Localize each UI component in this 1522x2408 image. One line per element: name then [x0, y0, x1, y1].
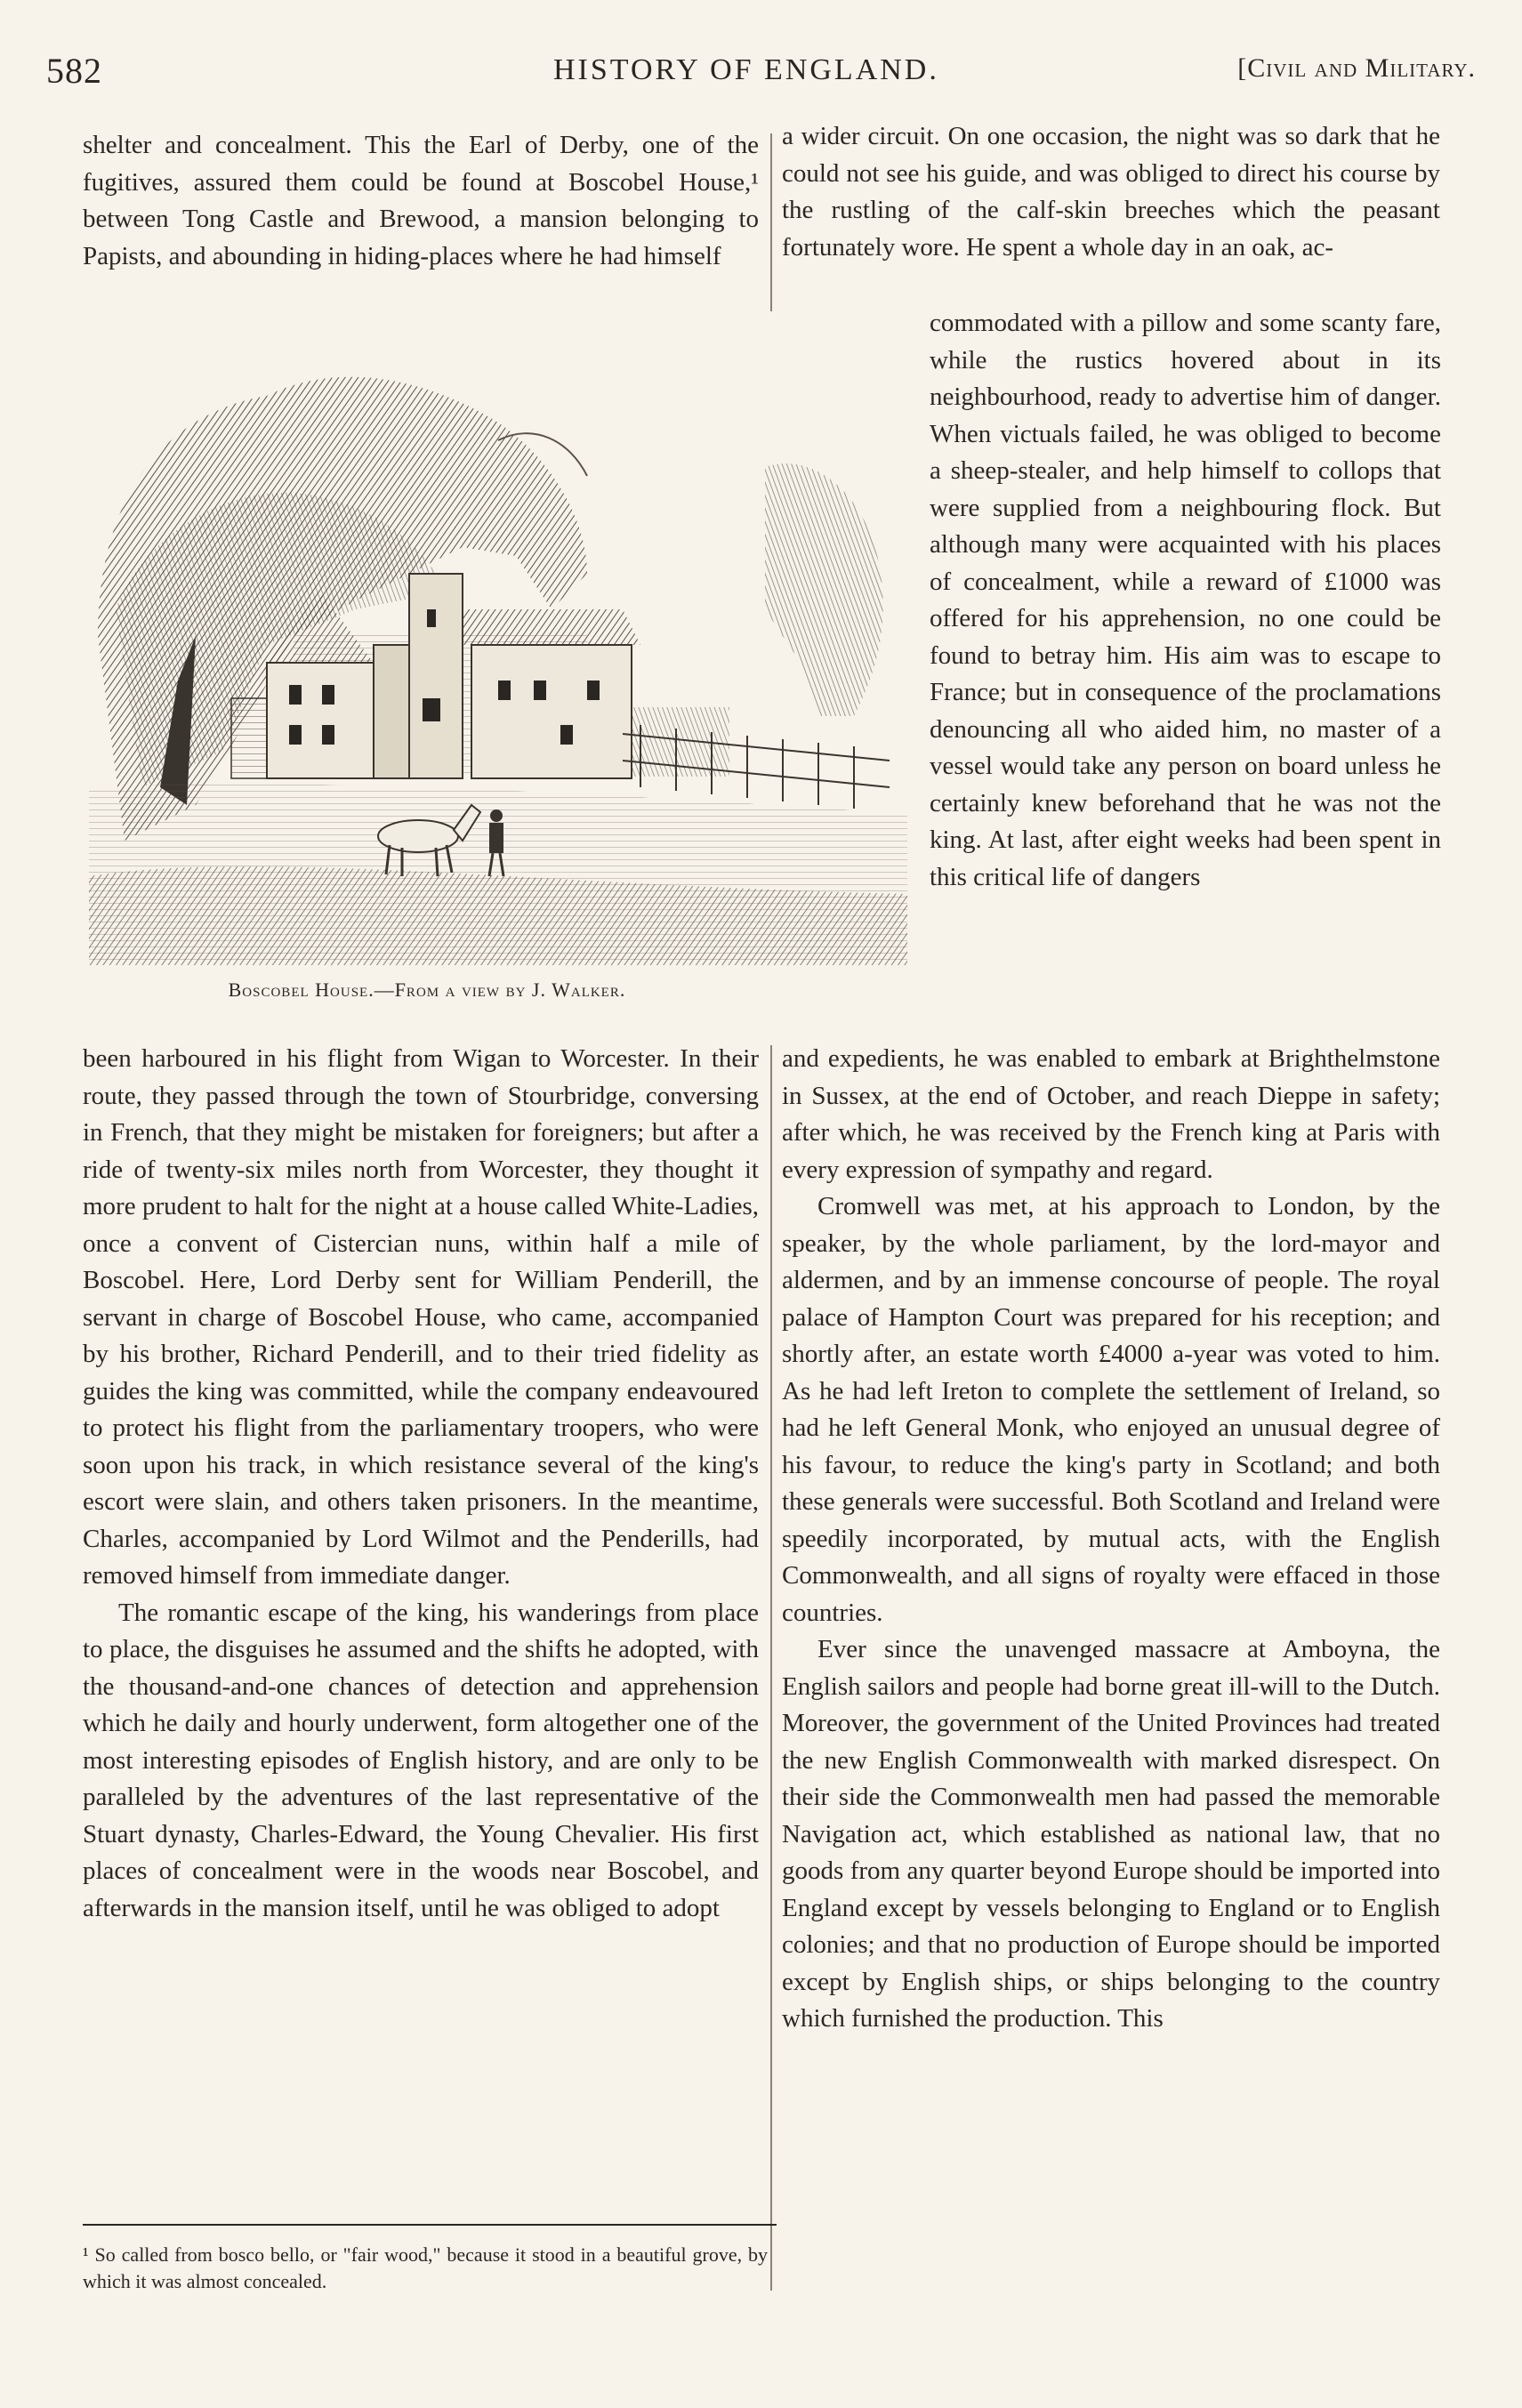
- figure-caption: Boscobel House.—From a view by J. Walker.: [228, 979, 626, 1001]
- column-divider: [770, 133, 772, 311]
- right-column-body: [782, 1041, 1440, 2038]
- paragraph-shelter: shelter and concealment. This the Earl of Derby, one of the fugitives, assured them could be found at Boscobel House,¹ between Tong Castle and Brewood, a mansion belonging to Papists, and abounding in hiding-places where he had himself: [83, 131, 759, 270]
- right-column-wrapped: [930, 305, 1441, 896]
- left-column-top: [83, 127, 759, 275]
- section-title: [Civil and Military.: [1237, 53, 1476, 83]
- paragraph-wider-circuit: a wider circuit. On one occasion, the night was so dark that he could not see his guide, and was obliged to direct his course by the rustling of the calf-skin breeches which the peasant fortunately wore. He spent a whole day in an oak, ac-: [782, 122, 1440, 262]
- paragraph-amboyna: Ever since the unavenged massacre at Amboyna, the English sailors and people had borne great ill-will to the Dutch. Moreover, the government of the United Provinces had treated the new English Commonwealth with marked disrespect. On their side the Commonwealth men had passed the memorable Navigation act, which established as national law, that no goods from any quarter beyond Europe should be imported into England except by vessels belonging to England or to English colonies; and that no production of Europe should be imported except by English ships, or ships belonging to the country which furnished the production. This: [782, 1635, 1440, 2033]
- running-header: [46, 50, 1476, 94]
- running-title: HISTORY OF ENGLAND.: [553, 53, 939, 86]
- engraving-illustration: [89, 342, 907, 965]
- paragraph-oak-concealment: commodated with a pillow and some scanty fare, while the rustics hovered about in its neighbourhood, ready to advertise him of danger. When victuals failed, he was obliged to become a sheep-stealer, and help himself to collops that were supplied from a neighbouring flock. But although many were acquainted with his places of concealment, while a reward of £1000 was offered for his apprehension, no one could be found to betray him. His aim was to escape to France; but in consequence of the proclamations denouncing all who aided him, no master of a vessel would take any person on board unless he certainly knew beforehand that he was not the king. At last, after eight weeks had been spent in this critical life of dangers: [930, 309, 1441, 891]
- boscobel-house-engraving: [89, 342, 907, 1005]
- paragraph-escape-france: and expedients, he was enabled to embark at Brighthelmstone in Sussex, at the end of October, and reach Dieppe in safety; after which, he was received by the French king at Paris with every expression of sympathy and regard.: [782, 1044, 1440, 1184]
- footnote-rule: [83, 2224, 777, 2226]
- footnote: ¹ So called from bosco bello, or "fair wood," because it stood in a beautiful grove, by which it was almost concealed.: [83, 2243, 768, 2292]
- right-column-top: [782, 118, 1440, 266]
- column-divider: [770, 1045, 772, 2291]
- paragraph-flight: been harboured in his flight from Wigan to Worcester. In their route, they passed through the town of Stourbridge, conversing in French, that they might be mistaken for foreigners; but after a ride of twenty-six miles north from Worcester, they thought it more prudent to halt for the night at a house called White-Ladies, once a convent of Cistercian nuns, within half a mile of Boscobel. Here, Lord Derby sent for William Penderill, the servant in charge of Boscobel House, who came, accompanied by his brother, Richard Penderill, and to their tried fidelity as guides the king was committed, while the company endeavoured to protect his flight from the parliamentary troopers, who were soon upon his track, in which resistance several of the king's escort were slain, and others taken prisoners. In the meantime, Charles, accompanied by Lord Wilmot and the Penderills, had removed himself from immediate danger.: [83, 1044, 759, 1590]
- left-column-body: [83, 1041, 759, 1927]
- paragraph-cromwell: Cromwell was met, at his approach to London, by the speaker, by the whole parliament, by the lord-mayor and aldermen, and by an immense concourse of people. The royal palace of Hampton Court was prepared for his reception; and shortly after, an estate worth £4000 a-year was voted to him. As he had left Ireton to complete the settlement of Ireland, so had he left General Monk, who enjoyed an unusual degree of his favour, to reduce the king's party in Scotland; and both these generals were successful. Both Scotland and Ireland were speedily incorporated, by mutual acts, with the English Commonwealth, and all signs of royalty were effaced in those countries.: [782, 1192, 1440, 1627]
- paragraph-romantic-escape: The romantic escape of the king, his wanderings from place to place, the disguises he assumed and the shifts he adopted, with the thousand-and-one chances of detection and apprehension which he daily and hourly underwent, form altogether one of the most interesting episodes of English history, and are only to be paralleled by the adventures of the last representative of the Stuart dynasty, Charles-Edward, the Young Chevalier. His first places of concealment were in the woods near Boscobel, and afterwards in the mansion itself, until he was obliged to adopt: [83, 1598, 759, 1922]
- page-number: 582: [46, 51, 102, 91]
